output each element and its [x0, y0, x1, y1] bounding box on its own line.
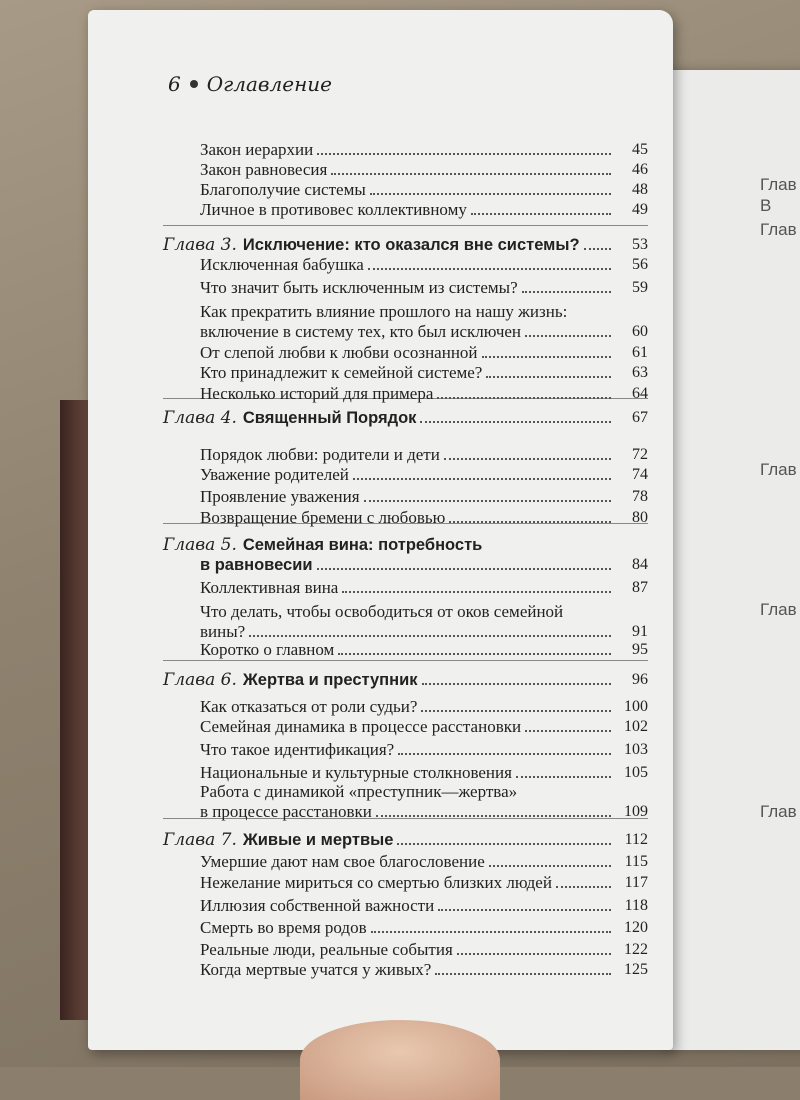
facing-page-fragment: Глав [760, 175, 797, 194]
toc-entry-title: Что значит быть исключенным из системы? [200, 278, 518, 297]
thumb [300, 1020, 500, 1100]
toc-page-number: 61 [632, 344, 648, 361]
toc-chapter-entry[interactable] [163, 235, 648, 255]
toc-entry[interactable] [200, 896, 648, 916]
dot-leader [397, 843, 611, 845]
toc-entry[interactable] [200, 465, 648, 485]
dot-leader [420, 421, 611, 423]
toc-page-number: 102 [624, 718, 648, 735]
toc-entry[interactable] [200, 384, 648, 404]
toc-entry-title: Уважение родителей [200, 465, 349, 484]
toc-entry-title: Коллективная вина [200, 578, 339, 597]
chapter-divider [163, 660, 648, 661]
toc-entry-title: Иллюзия собственной важности [200, 896, 435, 915]
header-section-title: Оглавление [206, 72, 332, 96]
toc-entry[interactable] [200, 697, 648, 717]
toc-entry[interactable] [200, 852, 648, 872]
toc-page-number: 109 [624, 803, 648, 820]
toc-page-number: 72 [632, 446, 648, 463]
toc-entry-title: включение в систему тех, кто был исключен [200, 322, 522, 341]
toc-page-number: 59 [632, 279, 648, 296]
header-page-number: 6 [168, 72, 181, 96]
dot-leader [482, 356, 611, 358]
toc-entry[interactable] [200, 343, 648, 363]
toc-chapter-entry[interactable] [163, 408, 648, 428]
toc-entry[interactable] [200, 160, 648, 180]
toc-chapter-entry[interactable] [163, 830, 648, 850]
dot-leader [471, 213, 611, 215]
toc-page-number: 91 [632, 623, 648, 640]
toc-page-number: 100 [624, 698, 648, 715]
toc-entry[interactable] [200, 717, 648, 737]
toc-page-number: 64 [632, 385, 648, 402]
dot-leader [584, 248, 611, 250]
dot-leader [364, 500, 611, 502]
toc-entry[interactable] [200, 918, 648, 938]
dot-leader [421, 710, 611, 712]
dot-leader [342, 591, 611, 593]
facing-page-fragment: Глав [760, 220, 797, 239]
dot-leader [398, 753, 611, 755]
toc-page-number: 95 [632, 641, 648, 658]
toc-entry-title: Умершие дают нам свое благословение [200, 852, 485, 871]
toc-chapter-entry[interactable] [200, 555, 648, 575]
toc-item-line: Что делать, чтобы освободиться от оков семейной [200, 602, 564, 621]
toc-page-number: 120 [624, 919, 648, 936]
dot-leader [338, 653, 611, 655]
dot-leader [370, 193, 611, 195]
toc-entry[interactable] [200, 802, 648, 822]
toc-entry[interactable] [200, 578, 648, 598]
toc-entry-title: Коротко о главном [200, 640, 335, 659]
toc-entry-title: Порядок любви: родители и дети [200, 445, 440, 464]
toc-page-number: 115 [624, 853, 648, 870]
toc-entry-title: в равновесии [200, 556, 313, 574]
dot-leader [353, 478, 611, 480]
toc-chapter-entry[interactable] [163, 670, 648, 690]
toc-entry-title: Проявление уважения [200, 487, 360, 506]
toc-page-number: 60 [632, 323, 648, 340]
dot-leader [489, 865, 611, 867]
toc-page-number: 80 [632, 509, 648, 526]
toc-page-number: 63 [632, 364, 648, 381]
toc-entry[interactable] [200, 622, 648, 642]
toc-page-number: 53 [632, 236, 648, 253]
dot-leader [449, 521, 611, 523]
toc-page-number: 87 [632, 579, 648, 596]
dot-leader [438, 909, 611, 911]
toc-entry-title: Закон равновесия [200, 160, 328, 179]
toc-page-number: 46 [632, 161, 648, 178]
chapter-title: Живые и мертвые [242, 831, 394, 849]
toc-entry[interactable] [200, 960, 648, 980]
toc-entry[interactable] [200, 940, 648, 960]
toc-entry[interactable] [200, 200, 648, 220]
toc-entry-title: Что такое идентификация? [200, 740, 395, 759]
toc-entry[interactable] [200, 278, 648, 298]
toc-entry-title: Когда мертвые учатся у живых? [200, 960, 432, 979]
toc-entry[interactable] [200, 445, 648, 465]
toc-entry[interactable] [200, 873, 648, 893]
dot-leader [376, 815, 611, 817]
chapter-title: Священный Порядок [242, 409, 417, 427]
dot-leader [437, 397, 611, 399]
toc-entry[interactable] [200, 140, 648, 160]
toc-entry-title: Исключенная бабушка [200, 255, 364, 274]
toc-entry[interactable] [200, 640, 648, 660]
dot-leader [435, 973, 611, 975]
dot-leader [516, 776, 611, 778]
toc-page-number: 84 [632, 556, 648, 573]
dot-leader [522, 291, 611, 293]
toc-entry-title: Благополучие системы [200, 180, 366, 199]
toc-page-number: 49 [632, 201, 648, 218]
dot-leader [444, 458, 611, 460]
toc-entry-title: Как отказаться от роли судьи? [200, 697, 418, 716]
toc-entry-title: Реальные люди, реальные события [200, 940, 453, 959]
chapter-label: Глава 4. [163, 408, 237, 428]
dot-leader [457, 953, 611, 955]
toc-entry[interactable] [200, 763, 648, 783]
dot-leader [556, 886, 611, 888]
toc-entry[interactable] [200, 255, 648, 275]
chapter-title: Исключение: кто оказался вне системы? [242, 236, 580, 254]
chapter-label: Глава 7. [163, 830, 237, 850]
dot-leader [368, 268, 611, 270]
toc-item-line: Работа с динамикой «преступник—жертва» [200, 782, 518, 801]
toc-page-number: 112 [624, 831, 648, 848]
chapter-label: Глава 3. [163, 235, 237, 255]
toc-entry[interactable] [200, 180, 648, 200]
toc-page-number: 118 [624, 897, 648, 914]
toc-entry[interactable] [200, 363, 648, 383]
toc-page-number: 105 [624, 764, 648, 781]
toc-entry-title: От слепой любви к любви осознанной [200, 343, 478, 362]
chapter-title: Семейная вина: потребность [242, 536, 483, 554]
dot-leader [371, 931, 611, 933]
toc-page-number: 56 [632, 256, 648, 273]
toc-page-number: 96 [632, 671, 648, 688]
dot-leader [486, 376, 611, 378]
dot-leader [317, 568, 611, 570]
facing-page-fragment: Глав [760, 600, 797, 619]
toc-page-number: 103 [624, 741, 648, 758]
chapter-label: Глава 5. [163, 535, 237, 555]
toc-entry[interactable] [200, 740, 648, 760]
facing-page-fragment: Глав [760, 802, 797, 821]
toc-entry[interactable] [200, 487, 648, 507]
toc-page-number: 48 [632, 181, 648, 198]
chapter-title: Жертва и преступник [242, 671, 418, 689]
toc-entry-title: Закон иерархии [200, 140, 314, 159]
toc-page-number: 74 [632, 466, 648, 483]
toc-entry-title: Возвращение бремени с любовью [200, 508, 446, 527]
chapter-title-line [163, 535, 482, 555]
toc-page-number: 117 [624, 874, 648, 891]
dot-leader [331, 173, 611, 175]
toc-entry-title: вины? [200, 622, 246, 641]
dot-leader [249, 635, 611, 637]
dot-leader [525, 730, 611, 732]
toc-entry[interactable] [200, 508, 648, 528]
chapter-divider [163, 225, 648, 226]
toc-entry-title: Нежелание мириться со смертью близких людей [200, 873, 552, 892]
facing-page-fragment: В [760, 196, 772, 215]
toc-entry-title: Семейная динамика в процессе расстановки [200, 717, 522, 736]
toc-item-line: Как прекратить влияние прошлого на нашу жизнь: [200, 302, 568, 321]
chapter-label: Глава 6. [163, 670, 237, 690]
dot-leader [317, 153, 611, 155]
toc-page-number: 122 [624, 941, 648, 958]
toc-page-number: 78 [632, 488, 648, 505]
toc-entry-title: Несколько историй для примера [200, 384, 434, 403]
toc-page-number: 67 [632, 409, 648, 426]
toc-entry-title: Национальные и культурные столкновения [200, 763, 512, 782]
toc-page-number: 45 [632, 141, 648, 158]
toc-entry-title: в процессе расстановки [200, 802, 372, 821]
toc-entry[interactable] [200, 322, 648, 342]
toc-entry-title: Кто принадлежит к семейной системе? [200, 363, 483, 382]
dot-leader [525, 335, 611, 337]
dot-leader [422, 683, 611, 685]
toc-entry-title: Смерть во время родов [200, 918, 367, 937]
facing-page-fragment: Глав [760, 460, 797, 479]
toc-page-number: 125 [624, 961, 648, 978]
toc-entry-title: Личное в противовес коллективному [200, 200, 467, 219]
